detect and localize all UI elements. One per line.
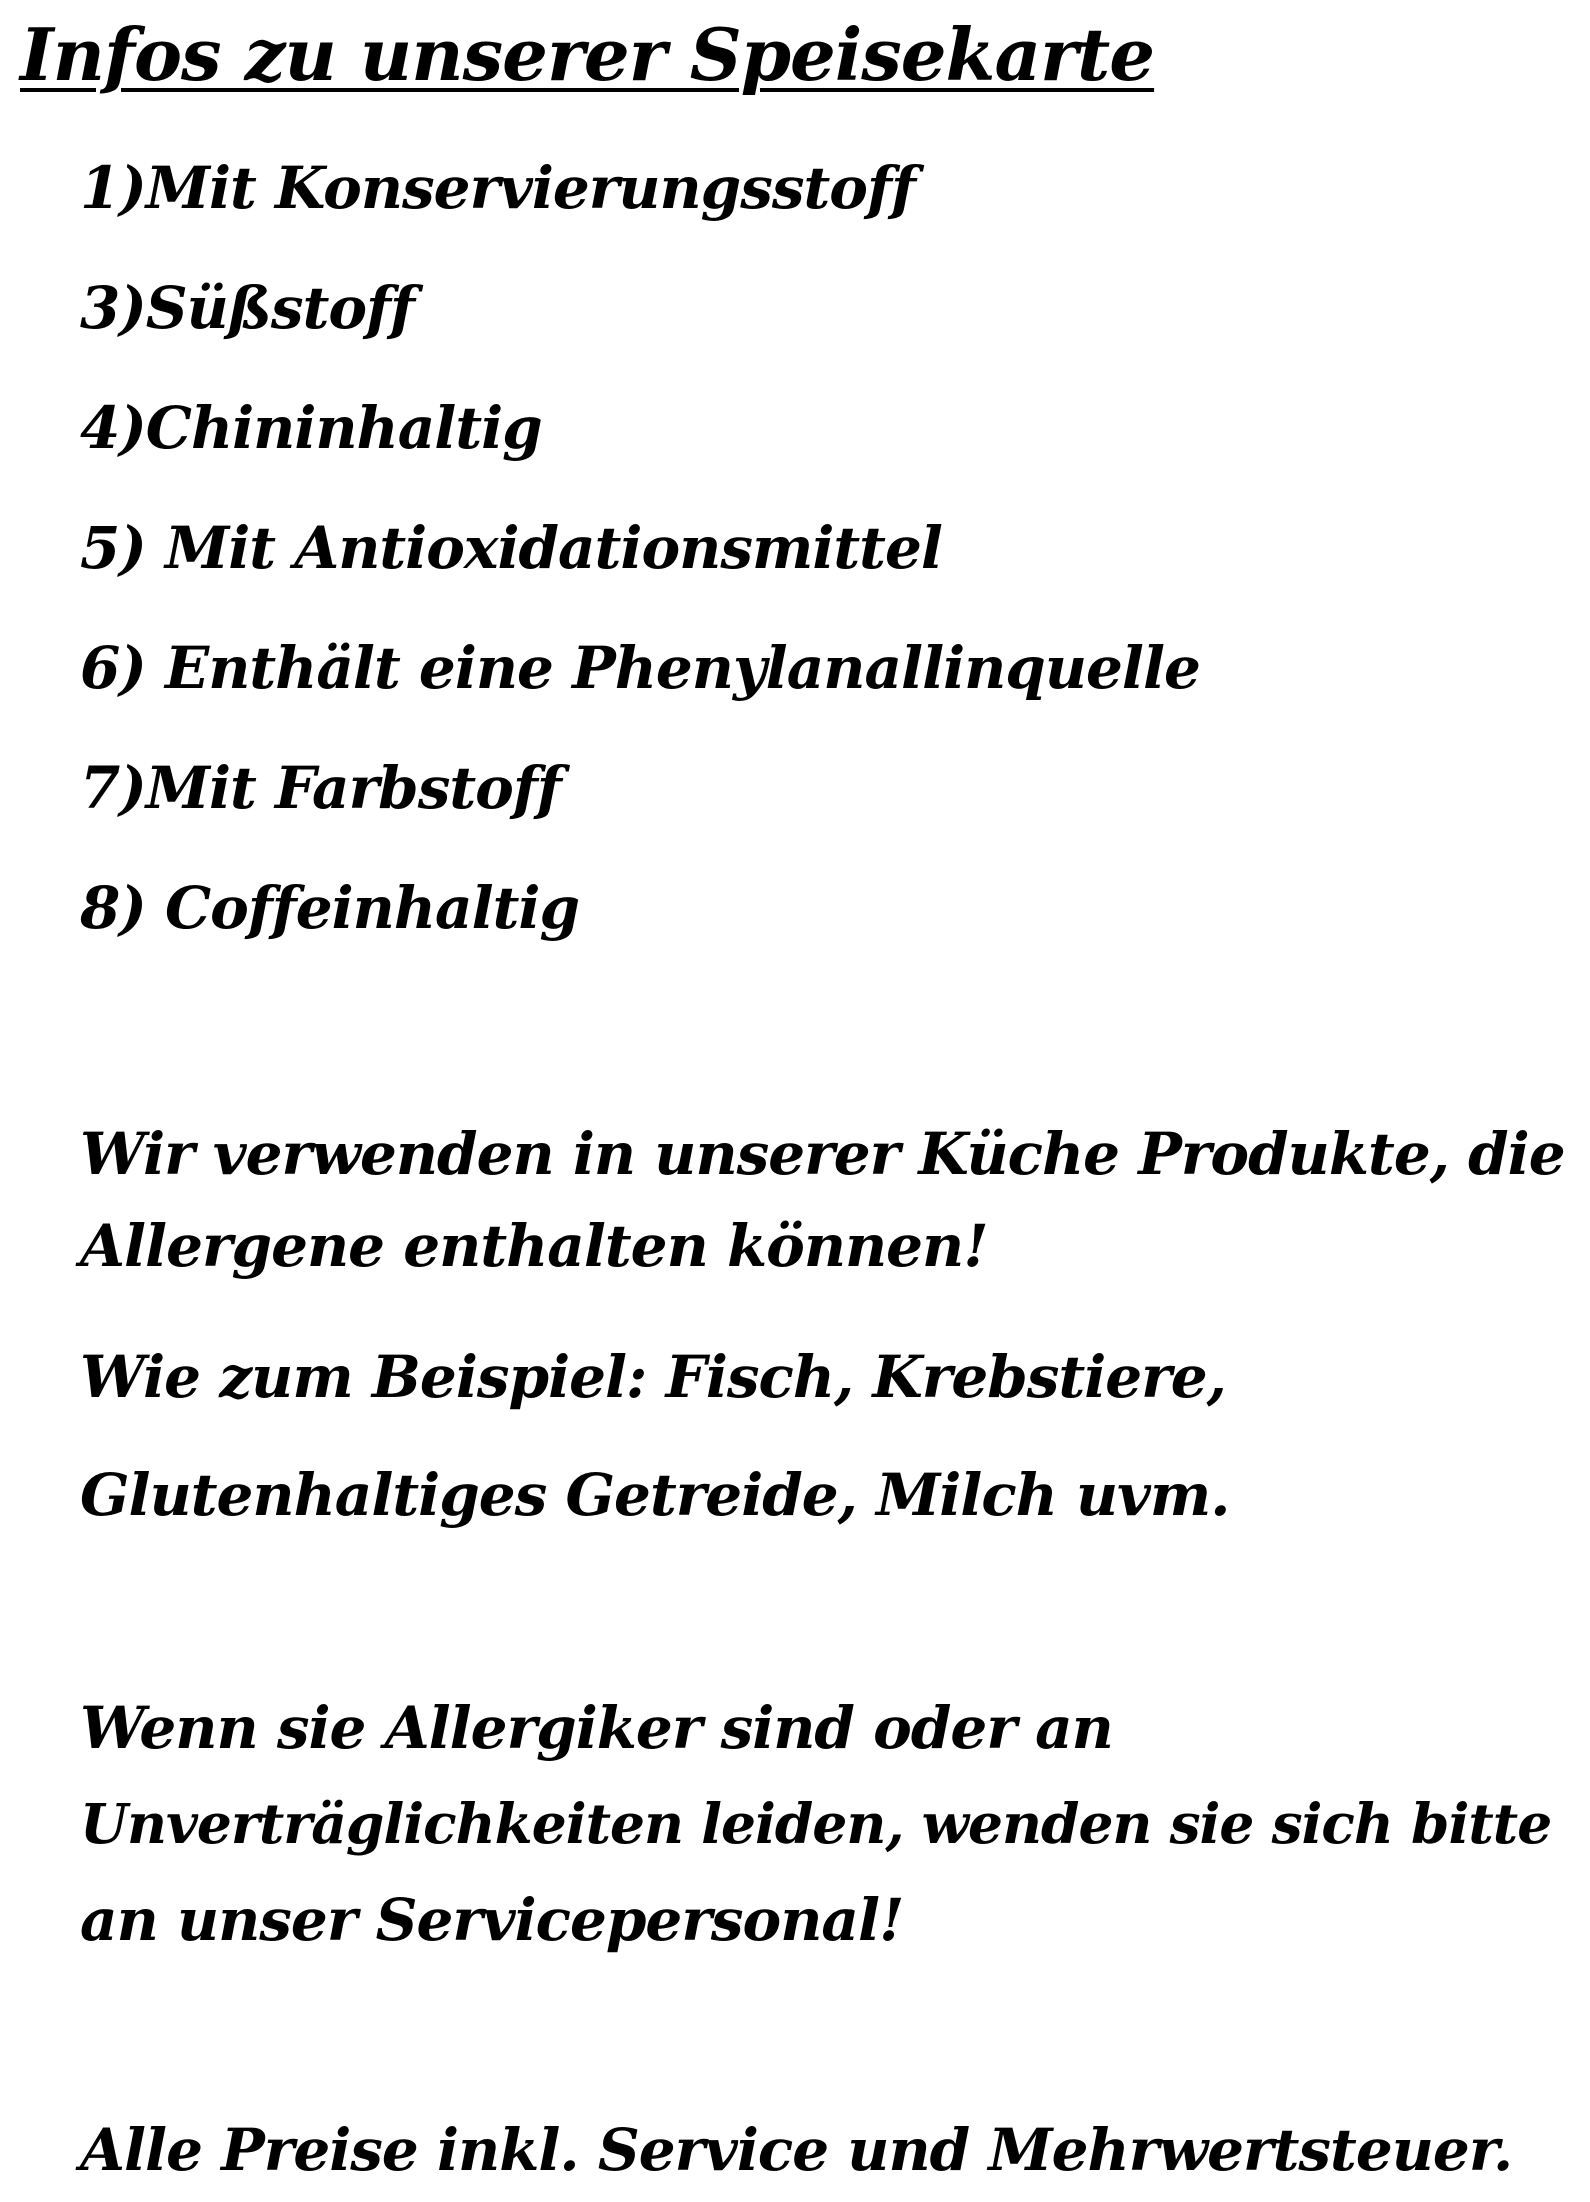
contact-notice [80,1680,1551,1968]
examples-notice-line: Glutenhaltiges Getreide, Milch uvm. [80,1461,1230,1529]
additive-item: 8) Coffeinhaltig [80,874,580,942]
additive-item: 4)Chininhaltig [80,394,542,462]
allergens-notice-line: Wir verwenden in unserer Küche Produkte, die [80,1120,1565,1188]
allergens-notice [80,1108,1565,1292]
additive-item: 5) Mit Antioxidationsmittel [80,514,942,582]
additive-item: 3)Süßstoff [80,274,414,342]
examples-notice [80,1318,1229,1554]
page-title: Infos zu unserer Speisekarte [20,12,1155,97]
examples-notice-line: Wie zum Beispiel: Fisch, Krebstiere, [80,1343,1226,1411]
additive-item: 7)Mit Farbstoff [80,754,561,822]
additives-list [80,140,1200,980]
prices-notice: Alle Preise inkl. Service und Mehrwertsteuer. [80,2116,1513,2184]
contact-notice-line: an unser Servicepersonal! [80,1886,904,1954]
contact-notice-line: Unverträglichkeiten leiden, wenden sie sich bitte [80,1791,1552,1856]
contact-notice-line: Wenn sie Allergiker sind oder an [80,1694,1113,1762]
additive-item: 1)Mit Konservierungsstoff [80,154,915,222]
allergens-notice-line: Allergene enthalten können! [80,1212,988,1280]
additive-item: 6) Enthält eine Phenylanallinquelle [80,634,1200,702]
